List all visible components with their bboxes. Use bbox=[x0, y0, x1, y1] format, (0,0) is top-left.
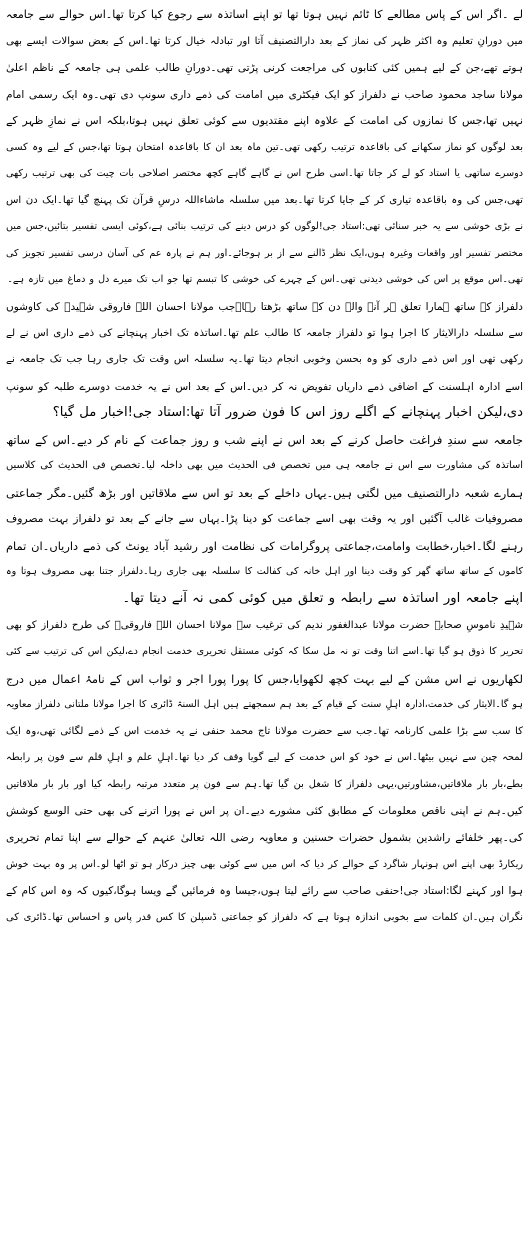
text-line: ریکارڈ بھی اپنے اس ہونہار شاگرد کے حوالے کر دیا کہ اس میں سے کوئی بھی چیز درکار ہو تو اٹھا لو۔اس پر وہ بہت خوش bbox=[6, 858, 523, 870]
article-body bbox=[6, 2, 523, 931]
text-line: کیں۔ہم نے اپنی ناقص معلومات کے مطابق کئی مشورے دیے۔ان پر اس نے پورا اترنے کی بھی حتی الوسع کوشش bbox=[6, 805, 523, 818]
text-line: مصروفیات غالب آگئیں اور یہ وقت بھی اسے جماعت کو دینا پڑا۔یہاں سے جانے کے بعد تو دلفراز بہت مصروف bbox=[6, 512, 523, 526]
text-line: جامعہ سے سندِ فراغت حاصل کرنے کے بعد اس نے اپنے شب و روز جماعت کے نام کر دیے۔اس کے ساتھ bbox=[6, 432, 523, 447]
text-line: نے بڑی خوشی سے یہ خبر سنائی تھی:استاد جی!لوگوں کو درس دینے کی ترتیب بنائی ہے،کوئی ایسی تفسیر بتائیں،جس میں bbox=[6, 221, 523, 233]
text-line: کا سب سے بڑا علمی کارنامہ تھا۔جب سے حضرت مولانا تاج محمد حنفی نے یہ خدمت اس کے ذمے لگائی تھی،وہ ایک bbox=[6, 725, 523, 737]
text-line: ہمارے شعبہ دارالتصنیف میں لگتی ہیں۔یہاں داخلے کے بعد تو اس سے ملاقاتیں اور بڑھ گئیں۔مگر جماعتی bbox=[6, 485, 523, 500]
text-line: کاموں کے ساتھ ساتھ گھر کو وقت دینا اور اہل خانہ کی کفالت کا سلسلہ بھی جاری رہا۔دلفراز جتنا بھی مصروف ہوتا وہ bbox=[6, 566, 523, 578]
text-line: تھی،جس کی وہ باقاعدہ تیاری کر کے جایا کرتا تھا۔بعد میں سلسلہ ماشاءاللہ درسِ قرآن تک پہنچ گیا تھا۔ایک دن اس bbox=[6, 194, 523, 206]
text-line: لے ۔اگر اس کے پاس مطالعے کا ٹائم نہیں ہوتا تھا تو اپنے اساتذہ سے رجوع کیا کرتا تھا۔اس حوالے سے جامعہ bbox=[6, 8, 523, 21]
text-line: لکھاریوں نے اس مشن کے لیے بہت کچھ لکھوایا،جس کا پورا پورا اجر و ثواب اس کے نامۂ اعمال میں درج bbox=[6, 671, 523, 686]
text-line: اساتذہ کی مشاورت سے اس نے جامعہ ہی میں تخصص فی الحدیث میں بھی داخلہ لیا۔تخصص فی الحدیث کی کلاسیں bbox=[6, 460, 523, 472]
text-line: نگران ہیں۔ان کلمات سے بخوبی اندازہ ہوتا ہے کہ دلفراز کو جماعتی ڈسپلن کا کس قدر پاس و احساس تھا۔ڈائری کی bbox=[6, 911, 523, 923]
text-line: بعد لوگوں کو نماز سکھانے کی باقاعدہ ترتیب رکھی تھی۔تین ماہ بعد ان کا باقاعدہ امتحان ہوتا تھا،جس کے لیے وہ کسی bbox=[6, 141, 523, 153]
text-line: تھی۔اس موقع پر اس کی خوشی دیدنی تھی۔اس کے چہرے کی خوشی کا تبسم تھا جو اب تک میرے دل و دماغ میں تازہ ہے۔ bbox=[7, 274, 523, 286]
text-line: ہوا اور کہنے لگا:استاد جی!حنفی صاحب سے رائے لیتا ہوں،جیسا وہ فرمائیں گے ویسا ہوگا،کیوں کہ وہ اس کام کے bbox=[6, 885, 523, 898]
text-line: مختصر تفسیر اور واقعات وغیرہ ہوں،ایک نظر ڈالنے سے از بر ہوجائے۔اور ہم نے پارہ عم کی آسان درسی تفسیر تجویز کی bbox=[6, 247, 523, 259]
text-line: دوسرے ساتھی یا استاد کو لے کر جاتا تھا۔اسی طرح اس نے گاہے گاہے کچھ مختصر اصلاحی بات چیت کی بھی ترتیب رکھی bbox=[6, 168, 523, 180]
text-line: دلفراز کے ساتھ ہمارا تعلق ہر آنے والے دن کے ساتھ بڑھتا رہا۔جب مولانا احسان اللہ فاروقی شہیدؒ کی کاوشوں bbox=[6, 301, 523, 314]
text-line: نہیں تھا،جس کا نمازوں کی امامت کے علاوہ اپنے مقتدیوں سے کوئی تعلق نہیں ہوتا،بلکہ اس نے نمازِ ظہر کے bbox=[6, 114, 523, 128]
text-line: رکھی تھی اور اس ذمے داری کو وہ بحسن وخوبی انجام دیتا تھا۔یہ سلسلہ اس وقت تک جاری رہا جب تک جامعہ نے bbox=[6, 354, 523, 366]
text-line: اسے ادارہ اہلسنت کے اضافی ذمے داریاں تفویض نہ کر دیں۔اس کے بعد اس نے یہ خدمت دوسرے طلبہ کو سونپ bbox=[6, 380, 523, 393]
text-line: اپنے جامعہ اور اساتذہ سے رابطہ و تعلق میں کوئی کمی نہ آنے دیتا تھا۔ bbox=[122, 591, 523, 607]
text-line: لمحہ چین سے نہیں بیٹھا۔اس نے خود کو اس خدمت کے لیے گویا وقف کر دیا تھا۔اہلِ علم و اہلِ قلم سے فون پر رابطہ bbox=[6, 752, 523, 764]
text-line: تحریر کا ذوق ہو گیا تھا۔اسے اتنا وقت تو نہ مل سکا کہ کوئی مستقل تحریری خدمت انجام دے،لیکن اس کی ترتیب سے کئی bbox=[6, 646, 523, 658]
text-line: کی۔پھر خلفائے راشدین بشمول حضرات حسنین و معاویہ رضی اللہ تعالیٰ عنہم کے حوالے سے اپنا تمام تحریری bbox=[6, 830, 523, 844]
text-line: ہو گا۔الایثار کی خدمت،ادارہ اہلِ سنت کے قیام کے بعد ہم سمجھتے ہیں اہل السنۃ ڈائری کا اجرا مولانا ملتانی دلفراز معاویہ bbox=[6, 699, 523, 711]
text-line: شہیدِ ناموسِ صحابہ حضرت مولانا عبدالغفور ندیم کی ترغیب سے مولانا احسان اللہ فاروقیؒ کی طرح دلفراز کو بھی bbox=[6, 619, 523, 631]
text-line: ہوتے تھے،جن کے لیے ہمیں کئی کتابوں کی مراجعت کرنی پڑتی تھی۔دورانِ طالب علمی ہی جامعہ کے ناظم اعلیٰ bbox=[6, 62, 523, 75]
text-line: بطے،بار بار ملاقاتیں،مشاورتیں،یہی دلفراز کا شغل بن گیا تھا۔ہم سے فون پر متعدد مرتبہ رابطہ کیا اور بار بار ملاقاتیں bbox=[6, 778, 523, 790]
text-line: مولانا ساجد محمود صاحب نے دلفراز کو ایک فیکٹری میں امامت کی ذمے داری سونپ دی تھی۔وہ ایک رسمی امام bbox=[6, 88, 523, 101]
text-line: سے سلسلہ دارالایثار کا اجرا ہوا تو دلفراز جامعہ کا طالب علم تھا۔اساتذہ تک اخبار پہنچانے کی ذمے داری اس نے لے bbox=[6, 327, 523, 339]
text-line: رہنے لگا۔اخبار،خطابت وامامت،جماعتی پروگرامات کی نظامت اور رشید آباد یونٹ کی ذمے داریاں۔ان تمام bbox=[6, 538, 523, 553]
text-line: میں دورانِ تعلیم وہ اکثر ظہر کی نماز کے بعد دارالتصنیف آتا اور تبادلہ خیال کرتا تھا۔اس کے بعض سوالات ایسے بھی bbox=[6, 35, 523, 47]
text-line: دی،لیکن اخبار پہنچانے کے اگلے روز اس کا فون ضرور آتا تھا:استاد جی!اخبار مل گیا؟ bbox=[52, 405, 523, 421]
